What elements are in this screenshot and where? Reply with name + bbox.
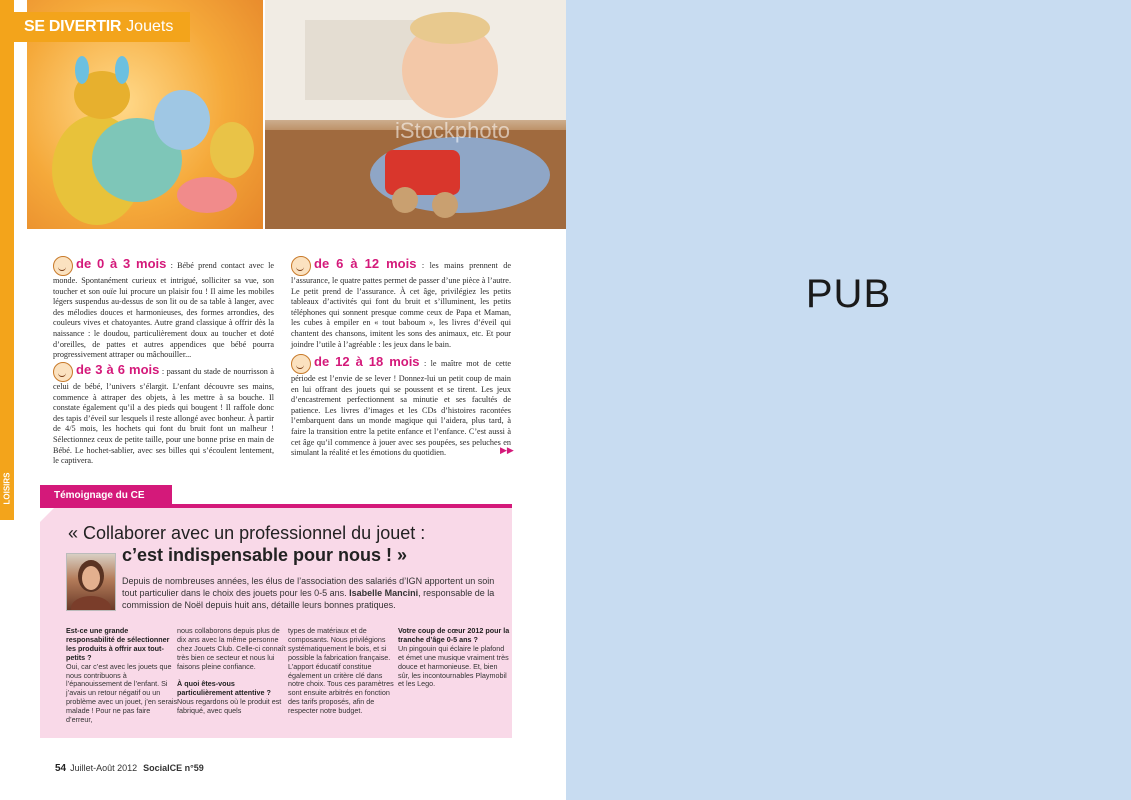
watermark: iStockphoto — [395, 118, 510, 143]
portrait-photo — [66, 553, 116, 611]
interview-col-1 — [66, 627, 178, 725]
testimonial-quote — [68, 522, 425, 566]
age-text: : les mains prennent de l’assurance, le quatre pattes permet de passer d’une pièce à l’autre. Le petit prend de l’assurance. À cet âge, privilégiez les petits tableaux d’activités qui font du bruit et s’illuminent, les petits téléphones qui sonnent presque comme ceux de Papa et Maman, les cubes à empiler en « tout baboum », les livres d’éveil qui chantent des chansons, imitent les sons des animaux, etc. Et pour joindre l’utile à l’agréable : les jeux dans le bain. — [291, 260, 511, 349]
testimonial-notch — [40, 508, 54, 522]
interview-answer: Un pingouin qui éclaire le plafond et émet une musique vraiment très douce et harmonieuse. Et, bien sûr, les incontournables Playmobil et les Lego. — [398, 643, 509, 689]
age-title: de 12 à 18 mois — [314, 353, 420, 369]
section-topic: Jouets — [126, 18, 174, 35]
interviewee-name: Isabelle Mancini — [349, 588, 419, 598]
age-block-12-18 — [291, 354, 511, 459]
page-footer — [55, 763, 204, 774]
quote-line-1: « Collaborer avec un professionnel du jouet : — [68, 523, 426, 543]
testimonial-tab: Témoignage du CE — [40, 485, 172, 505]
age-title: de 0 à 3 mois — [76, 255, 167, 271]
interview-answer: Oui, car c’est avec les jouets que nous contribuons à l’épanouissement de l’enfant. Si j’avais un retour négatif ou un problème avec un jouet, j’en serais malade ! Pour ne pas faire d’erreur, — [66, 661, 178, 725]
age-text: : le maître mot de cette période est l’envie de se lever ! Donnez-lui un petit coup de main en lui offrant des jouets qui se poussent et se tirent. Les jeux d’encastrement perfectionnent sa minutie et ses facultés de patience. Les livres d’images et les CDs d’histoires racontées l’embarquent dans un monde magique qui l’aidera, plus tard, à faire la transition entre la petite enfance et l’enfance. C’est aussi à cet âge qu’il commence à jouer avec ses poupées, ses peluches en simulant la réalité et les émotions du quotidien. — [291, 358, 511, 458]
baby-face-icon — [291, 354, 311, 374]
baby-face-icon — [53, 362, 73, 382]
interview-answer: Nous regardons où le produit est fabriqué, avec quels — [177, 697, 282, 716]
age-title: de 6 à 12 mois — [314, 255, 417, 271]
testimonial-intro: Depuis de nombreuses années, les élus de l’association des salariés d’IGN apportent un soin tout particulier dans le choix des jouets pour les 0-5 ans. Isabelle Mancini, responsable de la commission de Noël depuis huit ans, détaille leurs bonnes pratiques. — [122, 576, 495, 610]
interview-answer: nous collaborons depuis plus de dix ans avec la même personne chez Jouets Club. Celle-ci connaît très bien ce secteur et nous lui faisons pleine confiance. — [177, 626, 286, 671]
interview-question: Est-ce une grande responsabilité de sélectionner les produits à offrir aux tout-petits ? — [66, 626, 170, 662]
issue-date: Juillet-Août 2012 — [70, 763, 138, 773]
age-text: : Bébé prend contact avec le monde. Spontanément curieux et intrigué, solliciter sa vue, son toucher et son ouïe lui procure un plaisir fou ! Il aime les mobiles légers suspendus au-dessus de son lit ou de sa table à langer, avec des mélodies douces et harmonieuses, des formes arrondies, des couleurs vives et chatoyantes. Autre grand classique à offrir dès la naissance : le doudou, particulièrement doux au toucher et doté d’oreilles, de pattes et autres appendices que bébé pourra progressivement attraper ou mâchouiller... — [53, 260, 274, 360]
interview-col-4 — [398, 627, 510, 689]
continue-arrows-icon: ▶▶ — [500, 446, 514, 456]
baby-photo — [265, 0, 566, 229]
orange-side-bar — [0, 0, 14, 520]
age-block-3-6 — [53, 362, 274, 467]
interview-answer: types de matériaux et de composants. Nous privilégions systématiquement le bois, et si possible la fabrication française. L’apport éducatif constitue également un critère clé dans notre choix. Tous ces paramètres sont ensuite arbitrés en fonction des tarifs proposés, afin de respecter notre budget. — [288, 626, 394, 716]
section-title: SE DIVERTIR — [24, 18, 122, 35]
interview-question: Votre coup de cœur 2012 pour la tranche d’âge 0-5 ans ? — [398, 626, 510, 644]
interview-col-3 — [288, 627, 400, 716]
advert-placeholder: PUB — [805, 272, 892, 316]
interview-question: À quoi êtes-vous particulièrement attentive ? — [177, 679, 271, 698]
age-title: de 3 à 6 mois — [76, 361, 160, 377]
section-header — [14, 12, 190, 42]
interview-col-2 — [177, 627, 289, 716]
age-text: : passant du stade de nourrisson à celui de bébé, l’univers s’élargit. L’enfant découvre ses mains, commence à attraper des objets, à les mettre à sa bouche. Il constate également qu’il a des pieds qui bougent ! Il raffole donc des tapis d’éveil sur lesquels il reste allongé avec bonheur. À partir de 4/5 mois, les hochets qui font du bruit font un malheur ! Sélectionnez ceux de petite taille, pour une bonne prise en main de Bébé. Le hochet-sablier, avec ses billes qui s’écoulent lentement, le captivera. — [53, 366, 274, 466]
baby-face-icon — [291, 256, 311, 276]
age-block-6-12 — [291, 256, 511, 350]
age-block-0-3 — [53, 256, 274, 361]
magazine-name: SocialCE n°59 — [143, 763, 204, 773]
page-number: 54 — [55, 763, 67, 774]
quote-line-2: c’est indispensable pour nous ! » — [122, 545, 408, 565]
baby-face-icon — [53, 256, 73, 276]
advert-page-right — [566, 0, 1131, 800]
section-side-label: LOISIRS — [2, 471, 12, 505]
